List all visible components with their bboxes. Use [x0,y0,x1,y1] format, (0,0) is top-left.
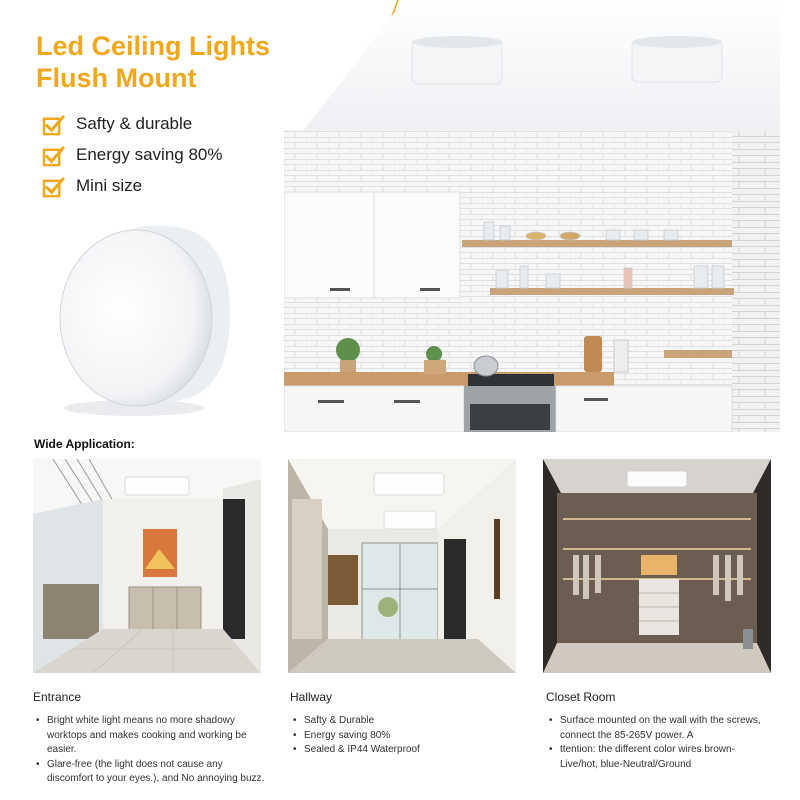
feature-list [42,110,222,203]
entrance-scene-image [33,459,261,673]
list-item: • ttention: the different color wires brown-Live/hot, blue-Neutral/Ground [546,743,770,772]
list-item: • Safty & Durable [290,714,490,729]
checkbox-check-icon [42,114,65,137]
entrance-bullet-list [33,714,265,787]
feature-label: Energy saving 80% [76,145,223,164]
feature-label: Mini size [76,176,143,195]
title-line-1: Led Ceiling Lights [36,31,270,61]
feature-item [42,141,222,172]
closet-room-bullet-list [546,714,770,772]
kitchen-scene-image [284,0,780,432]
feature-item [42,110,222,141]
list-item: • Surface mounted on the wall with the screws, connect the 85-265V power. A [546,714,770,743]
title-line-2: Flush Mount [36,63,197,93]
closet-room-title: Closet Room [546,690,616,704]
list-item: • Energy saving 80% [290,729,490,744]
list-item: • Bright white light means no more shadowy worktops and makes cooking and working be easier. [33,714,265,758]
feature-item [42,172,222,203]
ceiling-lamp-product-image [56,218,236,418]
hallway-scene-image [288,459,516,673]
list-item: • Glare-free (the light does not cause any discomfort to your eyes.), and No annoying buzz. [33,758,265,787]
hallway-bullet-list [290,714,490,758]
wide-application-heading: Wide Application: [34,437,135,451]
closet-room-scene-image [543,459,771,673]
feature-label: Safty & durable [76,114,193,133]
checkbox-check-icon [42,145,65,168]
entrance-title: Entrance [33,690,82,704]
checkbox-check-icon [42,176,65,199]
list-item: • Sealed & IP44 Waterproof [290,743,490,758]
hallway-title: Hallway [290,690,333,704]
